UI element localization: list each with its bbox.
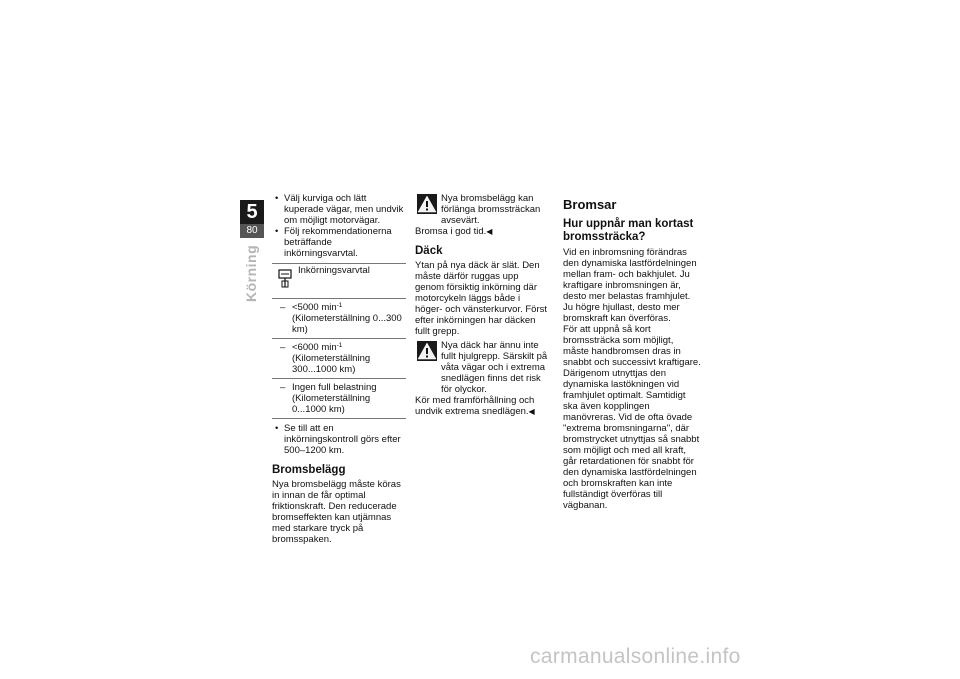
column-2 xyxy=(415,193,549,417)
table-header xyxy=(272,264,406,299)
chapter-number: 5 xyxy=(240,200,264,224)
list-item: • Se till att en inkörningskontroll görs efter 500–1200 km. xyxy=(272,423,406,456)
column-1 xyxy=(272,193,406,545)
chapter-title: Körning xyxy=(243,244,259,302)
paragraph: Vid en inbromsning förändras den dynamiska lastfördelningen mellan fram- och bakhjulet. Ju kraftigare inbromsningen är, desto mer belastas framhjulet. Ju högre hjullast, desto mer bromskraft kan överföras. xyxy=(563,247,697,324)
section-heading: Däck xyxy=(415,245,443,257)
end-marker-icon: ◀ xyxy=(486,227,493,236)
break-in-table xyxy=(272,263,406,419)
list-item: • Följ rekommendationerna beträffande inkörningsvarvtal. xyxy=(272,226,406,259)
watermark: carmanualsonline.info xyxy=(530,645,741,668)
section-title: Bromsar xyxy=(563,197,617,212)
instruction: Bromsa i god tid. xyxy=(415,226,487,237)
paragraph: Ytan på nya däck är slät. Den måste därför ruggas upp genom försiktig inkörning där motorcykeln läggs både i höger- och vänsterkurvor. Först efter inkörningen har däcken fullt grepp. xyxy=(415,260,547,337)
warning-triangle-icon xyxy=(417,194,437,214)
rpm-gauge-icon xyxy=(278,268,292,290)
table-row: – Ingen full belastning (Kilometerställning 0...1000 km) xyxy=(280,382,377,415)
warning-block: Nya däck har ännu inte fullt hjulgrepp. Särskilt på våta vägar och i extrema snedlägen finns det risk för olyckor. xyxy=(415,340,549,395)
paragraph: För att uppnå så kort bromssträcka som möjligt, måste handbromsen dras in snabbt och successivt kraftigare. Därigenom utnyttjas den dynamiska lastökningen vid framhjulet optimalt. Samtidigt ska även kopplingen manövreras. Vid de ofta övade "extrema bromsningarna", där bromstrycket utnyttjas så snabbt som möjligt och med all kraft, går retardationen för snabbt för den dynamiska lastfördelningen och bromskraften kan inte fullständigt överföras till vägbanan. xyxy=(563,324,701,511)
subsection-title: Hur uppnår man kortast bromssträcka? xyxy=(563,218,694,243)
paragraph: Nya bromsbelägg måste köras in innan de får optimal friktionskraft. Den reducerade bromseffekten kan utjämnas med starkare tryck på bromsspaken. xyxy=(272,479,401,545)
table-row: – <5000 $\min^{-1}$ (Kilometerställning 0...300 km) xyxy=(272,299,406,339)
warning-triangle-icon xyxy=(417,341,437,361)
warning-block: Nya bromsbelägg kan förlänga bromssträckan avsevärt. xyxy=(415,193,549,226)
section-heading: Bromsbelägg xyxy=(272,464,346,476)
instruction: Kör med framförhållning och undvik extrema snedlägen. xyxy=(415,395,535,417)
page-number: 80 xyxy=(240,224,264,238)
table-row: – <6000 $\min^{-1}$ (Kilometerställning 300...1000 km) xyxy=(272,339,406,379)
end-marker-icon: ◀ xyxy=(528,407,535,416)
column-3 xyxy=(563,197,701,511)
table-header-label: Inkörningsvarvtal xyxy=(298,265,370,276)
list-item: • Välj kurviga och lätt kuperade vägar, men undvik om möjligt motorvägar. xyxy=(272,193,406,226)
